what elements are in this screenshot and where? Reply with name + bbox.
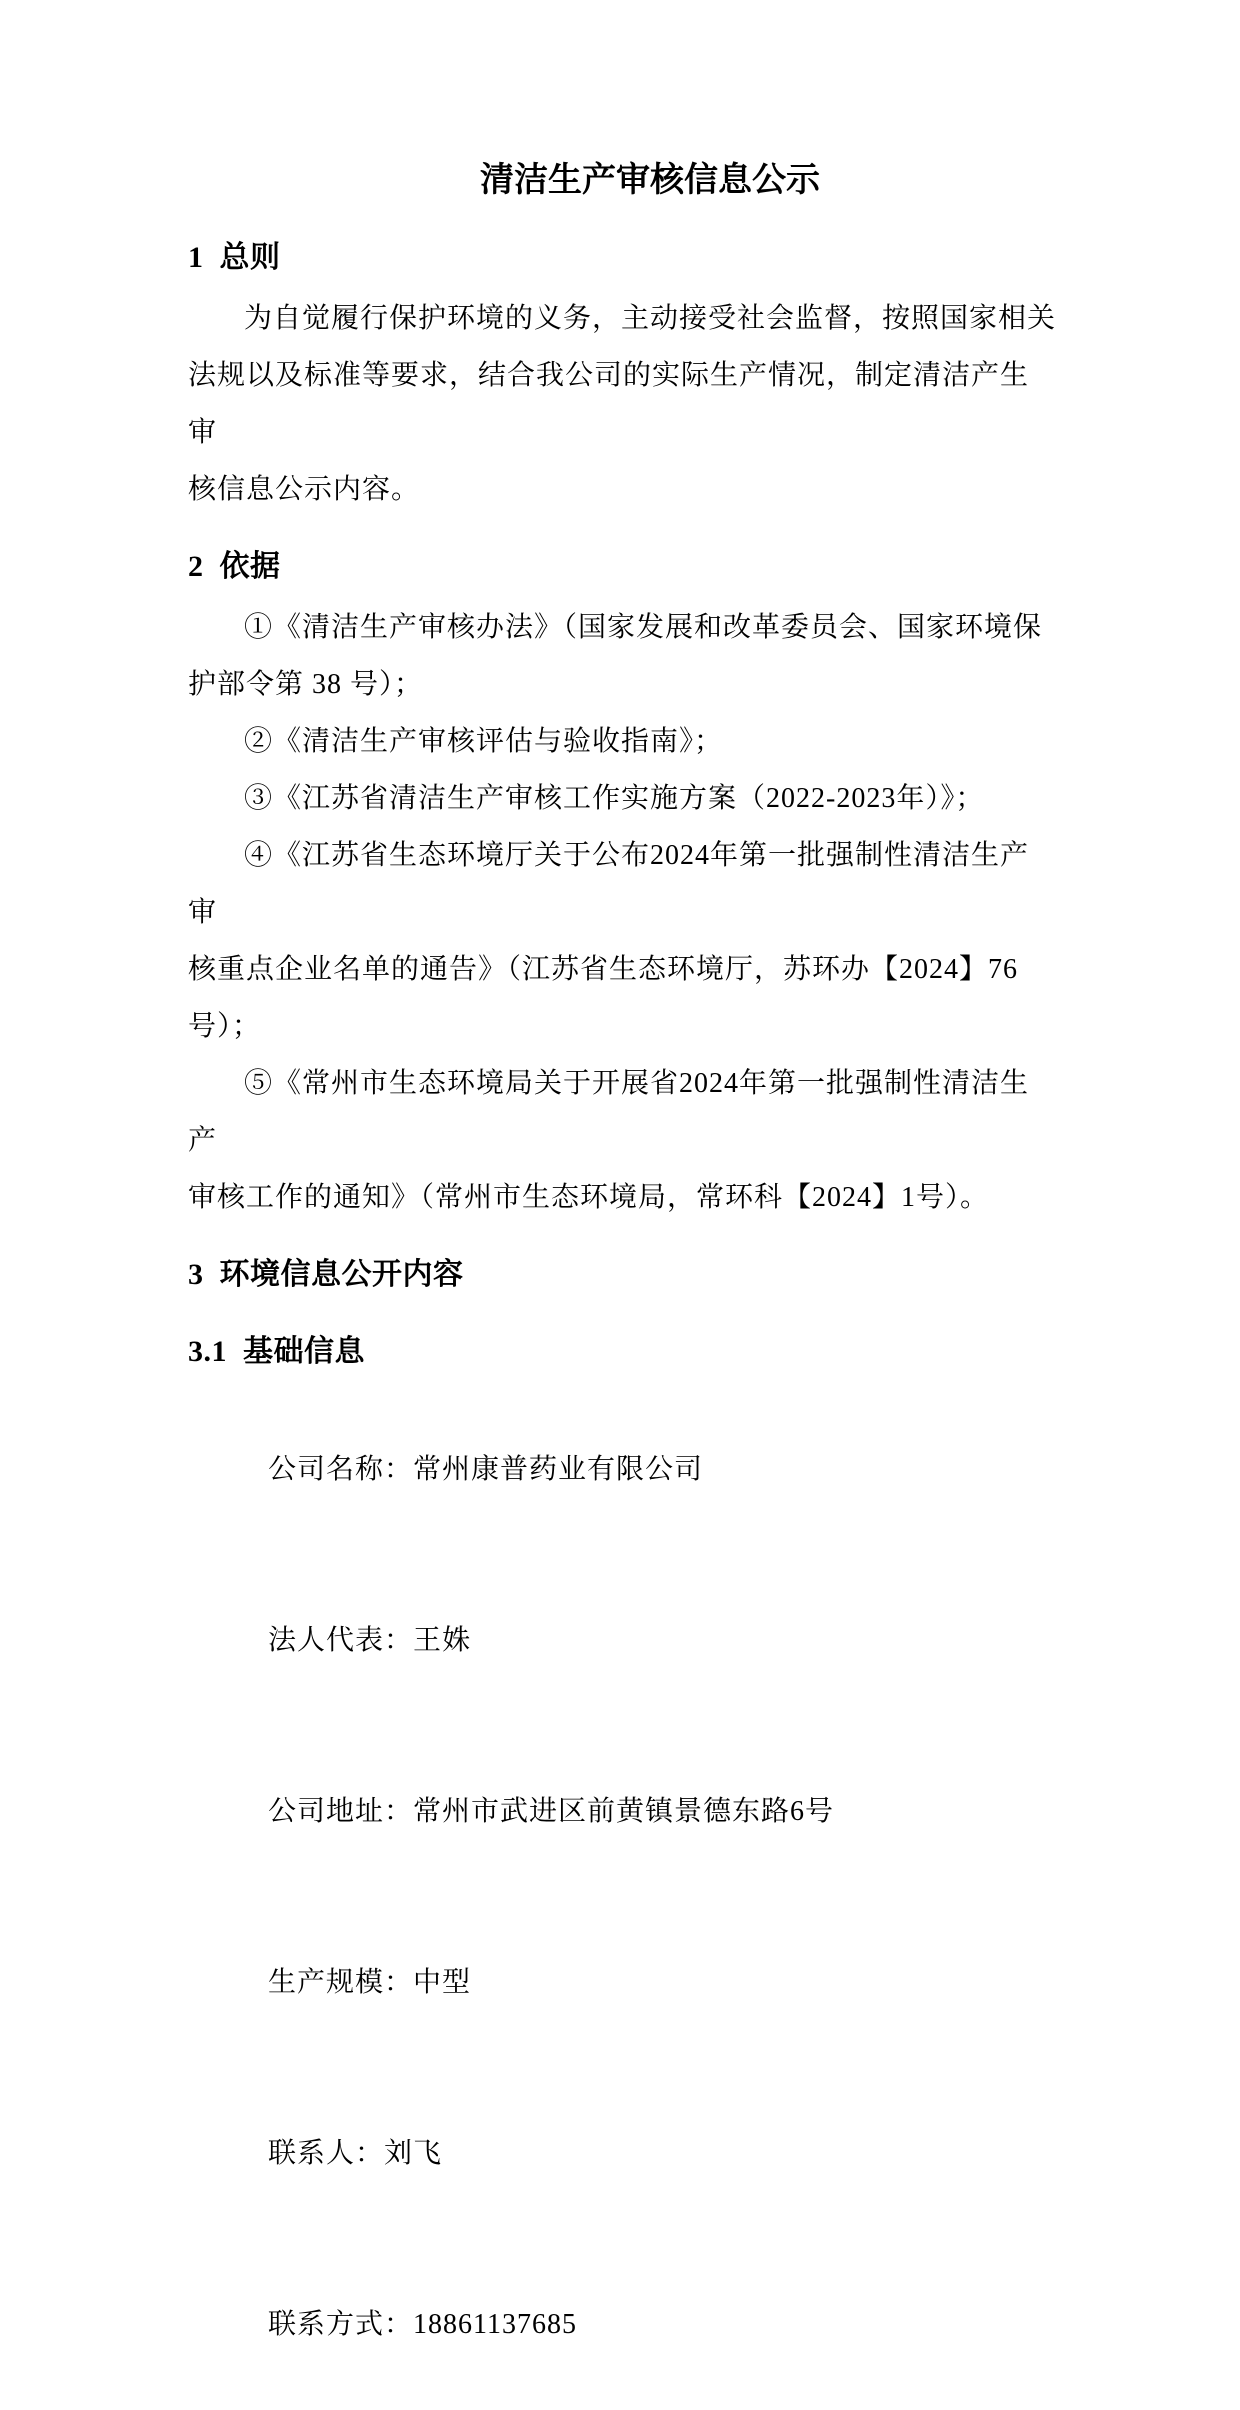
- paragraph-line: 核信息公示内容。: [188, 474, 421, 505]
- field-label: 公司地址：: [268, 1796, 414, 1827]
- document-page: [0, 152, 1240, 2340]
- field-value: 王姝: [413, 1625, 472, 1656]
- info-field-row: [188, 1897, 1056, 2068]
- document-title: 清洁生产审核信息公示: [480, 162, 820, 199]
- info-field-row: [188, 2239, 1056, 2410]
- field-value: 18861137685: [413, 2309, 577, 2340]
- section-2-heading: 2 依据: [188, 550, 281, 583]
- list-item-line: 审核工作的通知》（常州市生态环境局，常环科【2024】1号）。: [188, 1182, 990, 1213]
- section-3-heading: 3 环境信息公开内容: [188, 1258, 464, 1291]
- field-label: 联系人：: [268, 2138, 385, 2169]
- document-content: [0, 152, 1240, 2410]
- list-item-line: 核重点企业名单的通告》（江苏省生态环境厅，苏环办【2024】76: [188, 954, 1019, 985]
- list-item-line: ③《江苏省清洁生产审核工作实施方案（2022-2023年）》；: [244, 783, 985, 814]
- field-label: 公司名称：: [268, 1454, 414, 1485]
- list-item-line: ⑤《常州市生态环境局关于开展省2024年第一批强制性清洁生产: [188, 1068, 1030, 1156]
- list-item-line: ②《清洁生产审核评估与验收指南》；: [244, 726, 724, 757]
- info-field-row: [188, 1384, 1056, 1555]
- info-field-row: [188, 1555, 1056, 1726]
- field-value: 刘飞: [384, 2138, 443, 2169]
- subsection-3-1: [188, 1323, 1056, 2410]
- section-3: [188, 1246, 1056, 2410]
- field-value: 中型: [413, 1967, 472, 1998]
- list-item-line: 号）；: [188, 1011, 262, 1042]
- field-value: 常州市武进区前黄镇景德东路6号: [413, 1796, 835, 1827]
- field-value: 常州康普药业有限公司: [413, 1454, 704, 1485]
- list-item-line: ①《清洁生产审核办法》（国家发展和改革委员会、国家环境保: [244, 612, 1043, 643]
- list-item-line: ④《江苏省生态环境厅关于公布2024年第一批强制性清洁生产审: [188, 840, 1030, 928]
- section-1: [188, 229, 1056, 518]
- field-label: 生产规模：: [268, 1967, 414, 1998]
- info-field-row: [188, 1726, 1056, 1897]
- section-2: [188, 538, 1056, 1226]
- subsection-3-1-heading: 3.1 基础信息: [188, 1335, 365, 1368]
- paragraph-line: 法规以及标准等要求，结合我公司的实际生产情况，制定清洁产生审: [188, 360, 1030, 448]
- list-item-line: 护部令第 38 号）；: [188, 669, 424, 700]
- info-field-row: [188, 2068, 1056, 2239]
- field-label: 法人代表：: [268, 1625, 414, 1656]
- field-label: 联系方式：: [268, 2309, 414, 2340]
- paragraph-line: 为自觉履行保护环境的义务，主动接受社会监督，按照国家相关: [244, 303, 1057, 334]
- section-1-heading: 1 总则: [188, 241, 281, 274]
